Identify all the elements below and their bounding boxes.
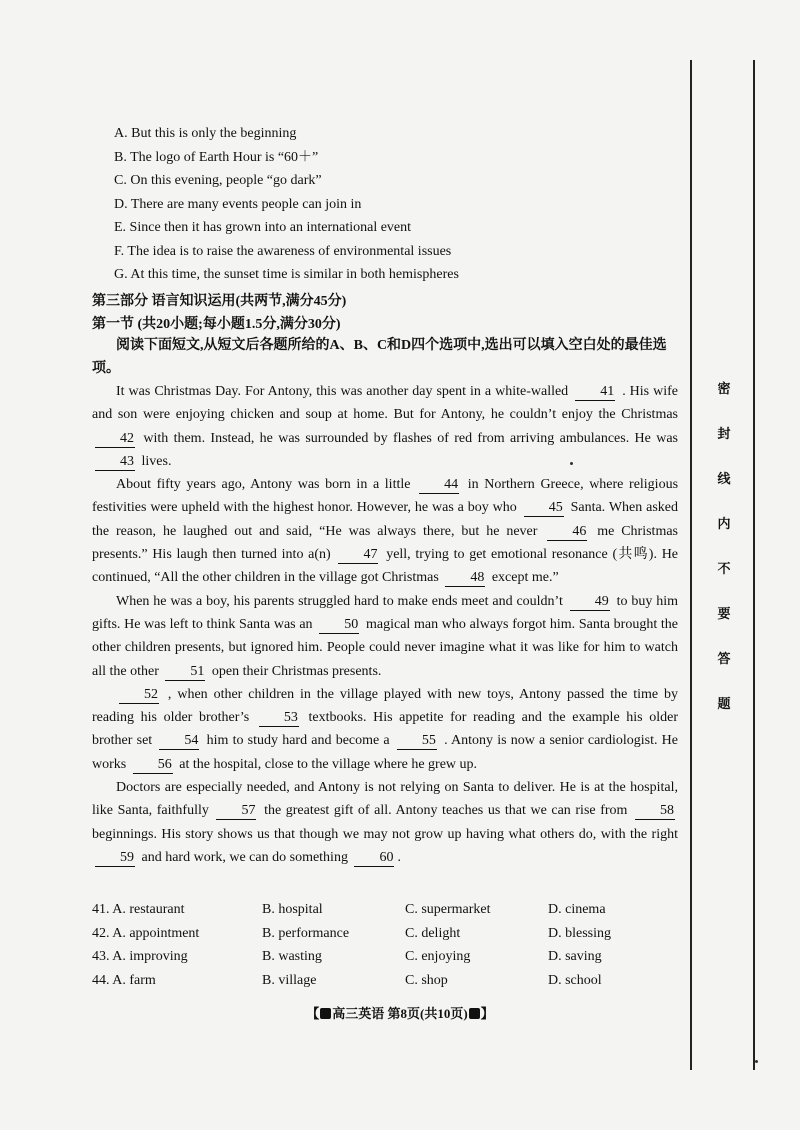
option-f: F. The idea is to raise the awareness of environmental issues	[114, 243, 452, 259]
blank-53: 53	[259, 710, 299, 727]
choice-c: C. shop	[405, 972, 448, 988]
text: magical man who always forgot him. Santa brought the other children presents, but ignored him. People could never imagine what it was like for him to watch all the other	[92, 616, 679, 679]
blank-57: 57	[216, 803, 256, 820]
text: yell, trying to get emotional resonance (共鸣). He continued, “All the other children in the village got Christmas	[92, 547, 679, 586]
blank-45: 45	[524, 500, 564, 517]
binding-char: 答	[717, 651, 731, 666]
option-b: B. The logo of Earth Hour is “60＋”	[114, 149, 319, 165]
instruction: 阅读下面短文,从短文后各题所给的A、B、C和D四个选项中,选出可以填入空白处的最佳选项。	[92, 338, 667, 376]
text: .	[397, 849, 401, 865]
choice-d: D. blessing	[548, 925, 611, 941]
binding-char: 密	[717, 381, 731, 396]
text: Santa. When asked the reason, he laughed out and said, “He was always there, but he never	[92, 500, 679, 539]
binding-line	[690, 60, 692, 1070]
blank-60: 60	[354, 850, 394, 867]
text: . Antony is now a senior cardiologist. He works	[92, 733, 679, 772]
text: . His wife and son were enjoying chicken and soup at home. But for Antony, he couldn’t enjoy the Christmas	[92, 384, 679, 423]
binding-char: 线	[717, 471, 731, 486]
text: It was Christmas Day. For Antony, this was another day spent in a white-walled	[116, 384, 569, 399]
choice-row	[92, 898, 692, 922]
choice-c: C. supermarket	[405, 902, 491, 917]
blank-48: 48	[445, 570, 485, 587]
blank-46: 46	[547, 524, 587, 541]
text: him to study hard and become a	[206, 733, 390, 749]
choice-a: 43. A. improving	[92, 949, 188, 964]
bracket-left: 【	[306, 1006, 320, 1021]
choice-b: B. village	[262, 972, 317, 988]
section-title: 第三部分 语言知识运用(共两节,满分45分)	[92, 294, 347, 309]
choice-b: B. wasting	[262, 949, 322, 964]
blank-54: 54	[159, 733, 199, 750]
text: and hard work, we can do something	[141, 849, 348, 865]
text: textbooks. His appetite for reading and the example his older brother set	[92, 710, 679, 749]
choice-a: 44. A. farm	[92, 972, 156, 988]
binding-char: 不	[717, 561, 731, 576]
answer-choices	[92, 898, 692, 992]
blank-44: 44	[419, 477, 459, 494]
text: open their Christmas presents.	[211, 663, 382, 679]
text: at the hospital, close to the village where he grew up.	[179, 756, 478, 772]
text: to buy him gifts. He was left to think Santa was an	[92, 593, 679, 632]
blank-41: 41	[575, 384, 615, 401]
footer-text: 高三英语 第8页(共10页)	[332, 1006, 468, 1021]
choice-d: D. saving	[548, 949, 602, 964]
choice-b: B. performance	[262, 925, 350, 941]
paragraph-1	[92, 380, 678, 473]
text: About fifty years ago, Antony was born in a little	[116, 477, 411, 493]
blank-51: 51	[165, 664, 205, 681]
logo-mark-icon	[469, 1008, 480, 1019]
paragraph-4	[92, 683, 678, 776]
blank-55: 55	[397, 733, 437, 750]
blank-52: 52	[119, 687, 159, 704]
page-footer	[0, 1003, 800, 1022]
option-c: C. On this evening, people “go dark”	[114, 173, 322, 188]
section-subtitle: 第一节 (共20小题;每小题1.5分,满分30分)	[92, 317, 341, 332]
text: Doctors are especially needed, and Antony is not relying on Santa to deliver. He is at the hospital, like Santa, faithfully	[92, 780, 678, 819]
option-d: D. There are many events people can join in	[114, 196, 362, 212]
text: When he was a boy, his parents struggled hard to make ends meet and couldn’t	[116, 593, 563, 609]
binding-char: 要	[717, 606, 731, 621]
text: lives.	[141, 453, 172, 469]
logo-mark-icon	[320, 1008, 331, 1019]
choice-d: D. school	[548, 972, 602, 988]
blank-43: 43	[95, 454, 135, 471]
text: in Northern Greece, where religious festivities were upheld with the highest honor. However, he was a boy who	[92, 477, 679, 516]
choice-b: B. hospital	[262, 902, 323, 917]
binding-notice	[712, 378, 736, 738]
blank-47: 47	[338, 547, 378, 564]
option-a: A. But this is only the beginning	[114, 126, 297, 141]
bracket-right: 】	[480, 1006, 494, 1021]
choice-row	[92, 922, 692, 946]
scan-speck	[570, 462, 573, 465]
scan-speck	[755, 1060, 758, 1063]
text: , when other children in the village played with new toys, Antony passed the time by reading his older brother’s	[92, 686, 679, 726]
text: except me.”	[491, 570, 559, 586]
blank-50: 50	[319, 617, 359, 634]
text: me Christmas presents.” His laugh then turned into a(n)	[92, 523, 679, 563]
binding-char: 内	[717, 516, 731, 531]
binding-char: 封	[717, 426, 731, 441]
option-e: E. Since then it has grown into an international event	[114, 220, 412, 235]
cloze-passage	[92, 380, 678, 869]
choice-a: 42. A. appointment	[92, 925, 200, 941]
binding-line	[753, 60, 755, 1070]
blank-42: 42	[95, 431, 135, 448]
paragraph-3	[92, 590, 678, 683]
choice-d: D. cinema	[548, 902, 606, 917]
option-g: G. At this time, the sunset time is similar in both hemispheres	[114, 267, 459, 282]
text: the greatest gift of all. Antony teaches us that we can rise from	[264, 803, 628, 819]
choice-a: 41. A. restaurant	[92, 902, 185, 917]
blank-58: 58	[635, 803, 675, 820]
paragraph-5	[92, 776, 678, 869]
text: with them. Instead, he was surrounded by flashes of red from arriving ambulances. He was	[143, 430, 678, 446]
text: beginnings. His story shows us that though we may not grow up having what others do, with the right	[92, 826, 678, 842]
blank-59: 59	[95, 850, 135, 867]
blank-49: 49	[570, 594, 610, 611]
sentence-options	[114, 122, 694, 287]
paragraph-2	[92, 473, 678, 589]
blank-56: 56	[133, 757, 173, 774]
choice-c: C. enjoying	[405, 949, 471, 964]
choice-row	[92, 945, 692, 969]
choice-c: C. delight	[405, 925, 461, 941]
binding-char: 题	[717, 696, 731, 711]
choice-row	[92, 969, 692, 993]
